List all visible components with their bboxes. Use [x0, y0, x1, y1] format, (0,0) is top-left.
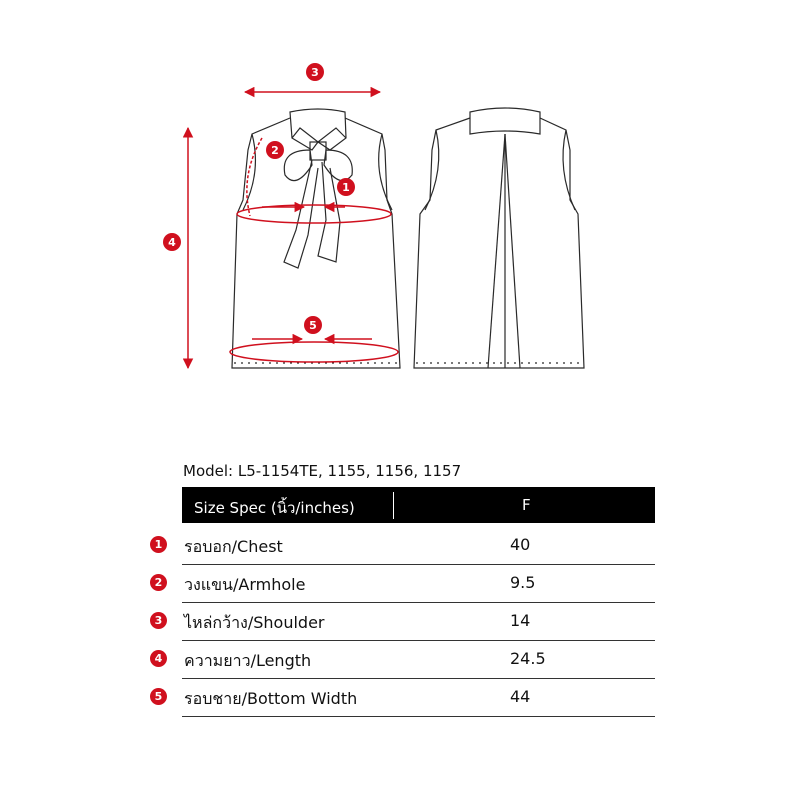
row-divider — [182, 716, 655, 717]
table-row — [150, 565, 655, 603]
back-view — [414, 108, 584, 368]
table-row — [150, 603, 655, 641]
header-divider — [393, 492, 394, 519]
row-value: 40 — [510, 535, 531, 554]
row-number-badge: 4 — [150, 650, 167, 667]
svg-text:2: 2 — [271, 144, 279, 157]
row-label: รอบชาย/Bottom Width — [184, 689, 358, 708]
row-number-badge: 5 — [150, 688, 167, 705]
table-row — [150, 641, 655, 679]
measurement-guides — [188, 92, 398, 368]
row-value: 24.5 — [510, 649, 546, 668]
svg-text:1: 1 — [342, 181, 350, 194]
row-value: 14 — [510, 611, 531, 630]
row-label: ความยาว/Length — [184, 651, 312, 670]
row-number-badge: 1 — [150, 536, 167, 553]
svg-text:3: 3 — [311, 66, 319, 79]
row-number-badge: 2 — [150, 574, 167, 591]
table-row — [150, 679, 655, 717]
svg-text:5: 5 — [309, 319, 317, 332]
row-label: วงแขน/Armhole — [184, 575, 306, 594]
row-number-badge: 3 — [150, 612, 167, 629]
header-label: Size Spec (นิ้ว/inches) — [194, 499, 355, 517]
model-number: Model: L5-1154TE, 1155, 1156, 1157 — [183, 462, 462, 480]
row-label: รอบอก/Chest — [184, 537, 283, 556]
table-header — [182, 487, 655, 523]
row-value: 44 — [510, 687, 531, 706]
marker-circles — [163, 63, 355, 334]
row-value: 9.5 — [510, 573, 536, 592]
header-size-column: F — [522, 496, 531, 514]
table-row — [150, 527, 655, 565]
row-label: ไหล่กว้าง/Shoulder — [184, 613, 325, 632]
svg-text:4: 4 — [168, 236, 176, 249]
